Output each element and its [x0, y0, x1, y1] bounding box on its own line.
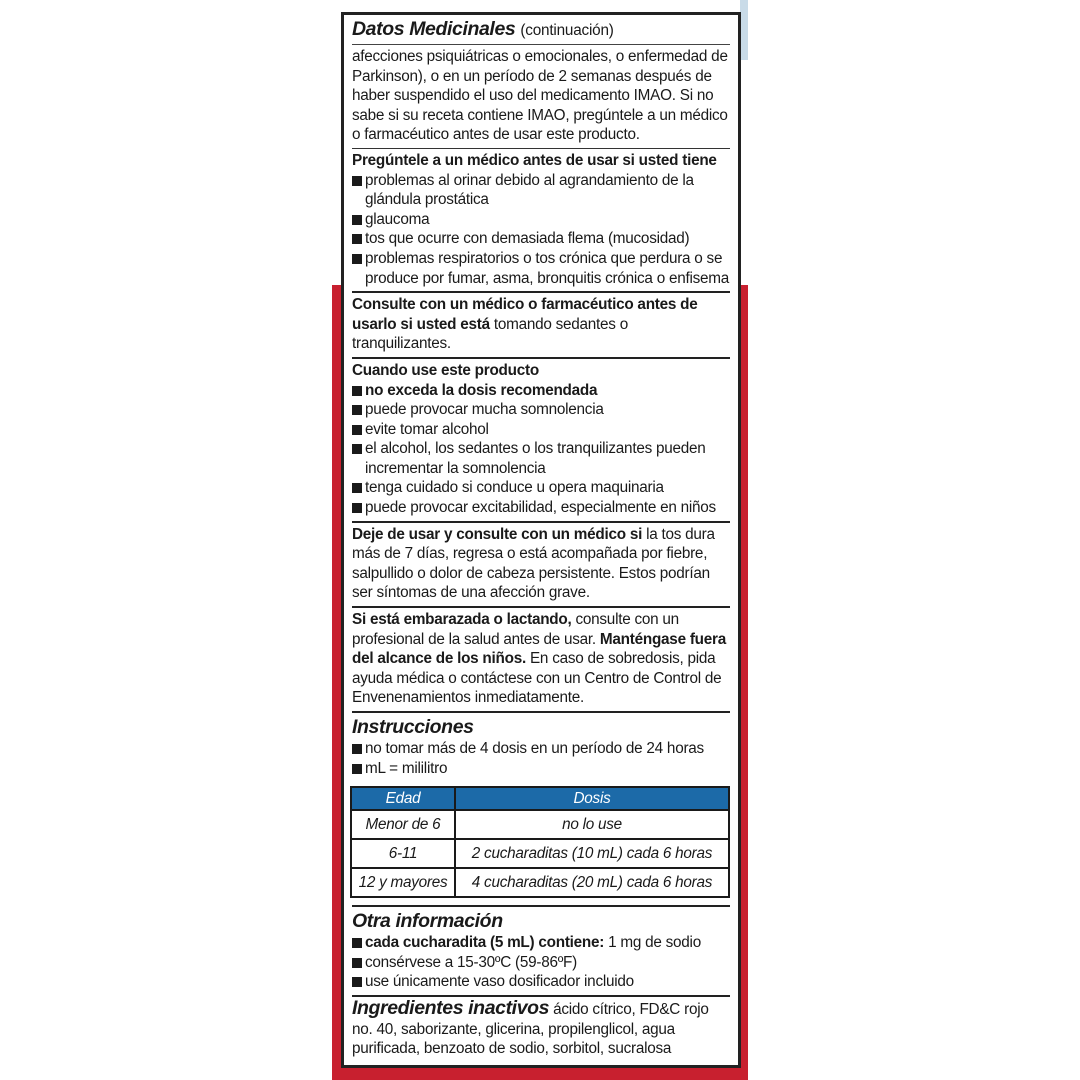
- list-item: use únicamente vaso dosificador incluido: [352, 972, 730, 992]
- list-item: puede provocar mucha somnolencia: [352, 400, 730, 420]
- other-info-heading: Otra información: [352, 910, 503, 933]
- ask-doctor-list: [352, 171, 730, 289]
- list-item: cada cucharadita (5 mL) contiene: 1 mg de sodio: [352, 933, 730, 953]
- column-header: Edad: [351, 787, 455, 810]
- table-cell: 2 cucharaditas (10 mL) cada 6 horas: [455, 839, 729, 868]
- instructions-section: [352, 713, 730, 907]
- ask-doctor-heading: Pregúntele a un médico antes de usar si usted tiene: [352, 151, 717, 169]
- list-item: no tomar más de 4 dosis en un período de 24 horas: [352, 739, 730, 759]
- list-item: el alcohol, los sedantes o los tranquilizantes pueden incrementar la somnolencia: [352, 439, 730, 478]
- drug-facts-panel: [341, 12, 741, 1068]
- when-using-list: [352, 381, 730, 518]
- other-info-section: [352, 907, 730, 997]
- list-item: mL = mililitro: [352, 759, 730, 779]
- column-header: Dosis: [455, 787, 729, 810]
- list-item: problemas respiratorios o tos crónica que perdura o se produce por fumar, asma, bronquitis crónica o enfisema: [352, 249, 730, 288]
- title-rule: [352, 44, 730, 45]
- list-item: consérvese a 15-30ºC (59-86ºF): [352, 953, 730, 973]
- list-item: tos que ocurre con demasiada flema (mucosidad): [352, 229, 730, 249]
- other-info-list: [352, 933, 730, 992]
- intro-text: afecciones psiquiátricas o emocionales, o enfermedad de Parkinson), o en un período de 2 semanas después de haber suspendido el uso del medicamento IMAO. Si no sabe si su receta contiene IMAO, pregúntele a un médico o farmacéutico antes de usar este producto.: [352, 48, 728, 144]
- list-item: no exceda la dosis recomendada: [352, 381, 730, 401]
- dosage-table: [350, 786, 730, 898]
- section-title: Datos Medicinales (continuación): [352, 18, 614, 40]
- table-row: [351, 839, 729, 868]
- consult-text: Consulte con un médico o farmacéutico antes de usarlo si usted está tomando sedantes o tranquilizantes.: [352, 296, 698, 353]
- intro-section: [352, 15, 730, 149]
- when-using-heading: Cuando use este producto: [352, 361, 539, 379]
- table-cell: 6-11: [351, 839, 455, 868]
- instructions-list: [352, 739, 730, 778]
- list-item: problemas al orinar debido al agrandamiento de la glándula prostática: [352, 171, 730, 210]
- pregnancy-text: Si está embarazada o lactando, consulte con un profesional de la salud antes de usar. Manténgase fuera del alcance de los niños. En caso de sobredosis, pida ayuda médica o contáctese con un Centro de Control de Envenenamientos inmediatamente.: [352, 611, 726, 707]
- table-row: [351, 868, 729, 897]
- list-item: evite tomar alcohol: [352, 420, 730, 440]
- table-cell: 12 y mayores: [351, 868, 455, 897]
- list-item: glaucoma: [352, 210, 730, 230]
- list-item: puede provocar excitabilidad, especialmente en niños: [352, 498, 730, 518]
- blue-package-edge: [740, 0, 748, 60]
- list-item: tenga cuidado si conduce u opera maquinaria: [352, 478, 730, 498]
- ask-doctor-section: [352, 149, 730, 293]
- table-cell: no lo use: [455, 810, 729, 839]
- table-row: [351, 810, 729, 839]
- table-header-row: [351, 787, 729, 810]
- stop-use-section: [352, 523, 730, 608]
- inactive-ingredients-text: Ingredientes inactivos ácido cítrico, FD&C rojo no. 40, saborizante, glicerina, propilenglicol, agua purificada, benzoato de sodio, sorbitol, sucralosa: [352, 996, 709, 1058]
- table-cell: 4 cucharaditas (20 mL) cada 6 horas: [455, 868, 729, 897]
- inactive-ingredients-section: [352, 997, 730, 1062]
- instructions-heading: Instrucciones: [352, 716, 474, 738]
- consult-section: [352, 293, 730, 359]
- pregnancy-section: [352, 608, 730, 713]
- table-cell: Menor de 6: [351, 810, 455, 839]
- stop-use-text: Deje de usar y consulte con un médico si la tos dura más de 7 días, regresa o está acompañada por fiebre, salpullido o dolor de cabeza persistente. Estos podrían ser síntomas de una afección grave.: [352, 525, 715, 602]
- when-using-section: [352, 359, 730, 523]
